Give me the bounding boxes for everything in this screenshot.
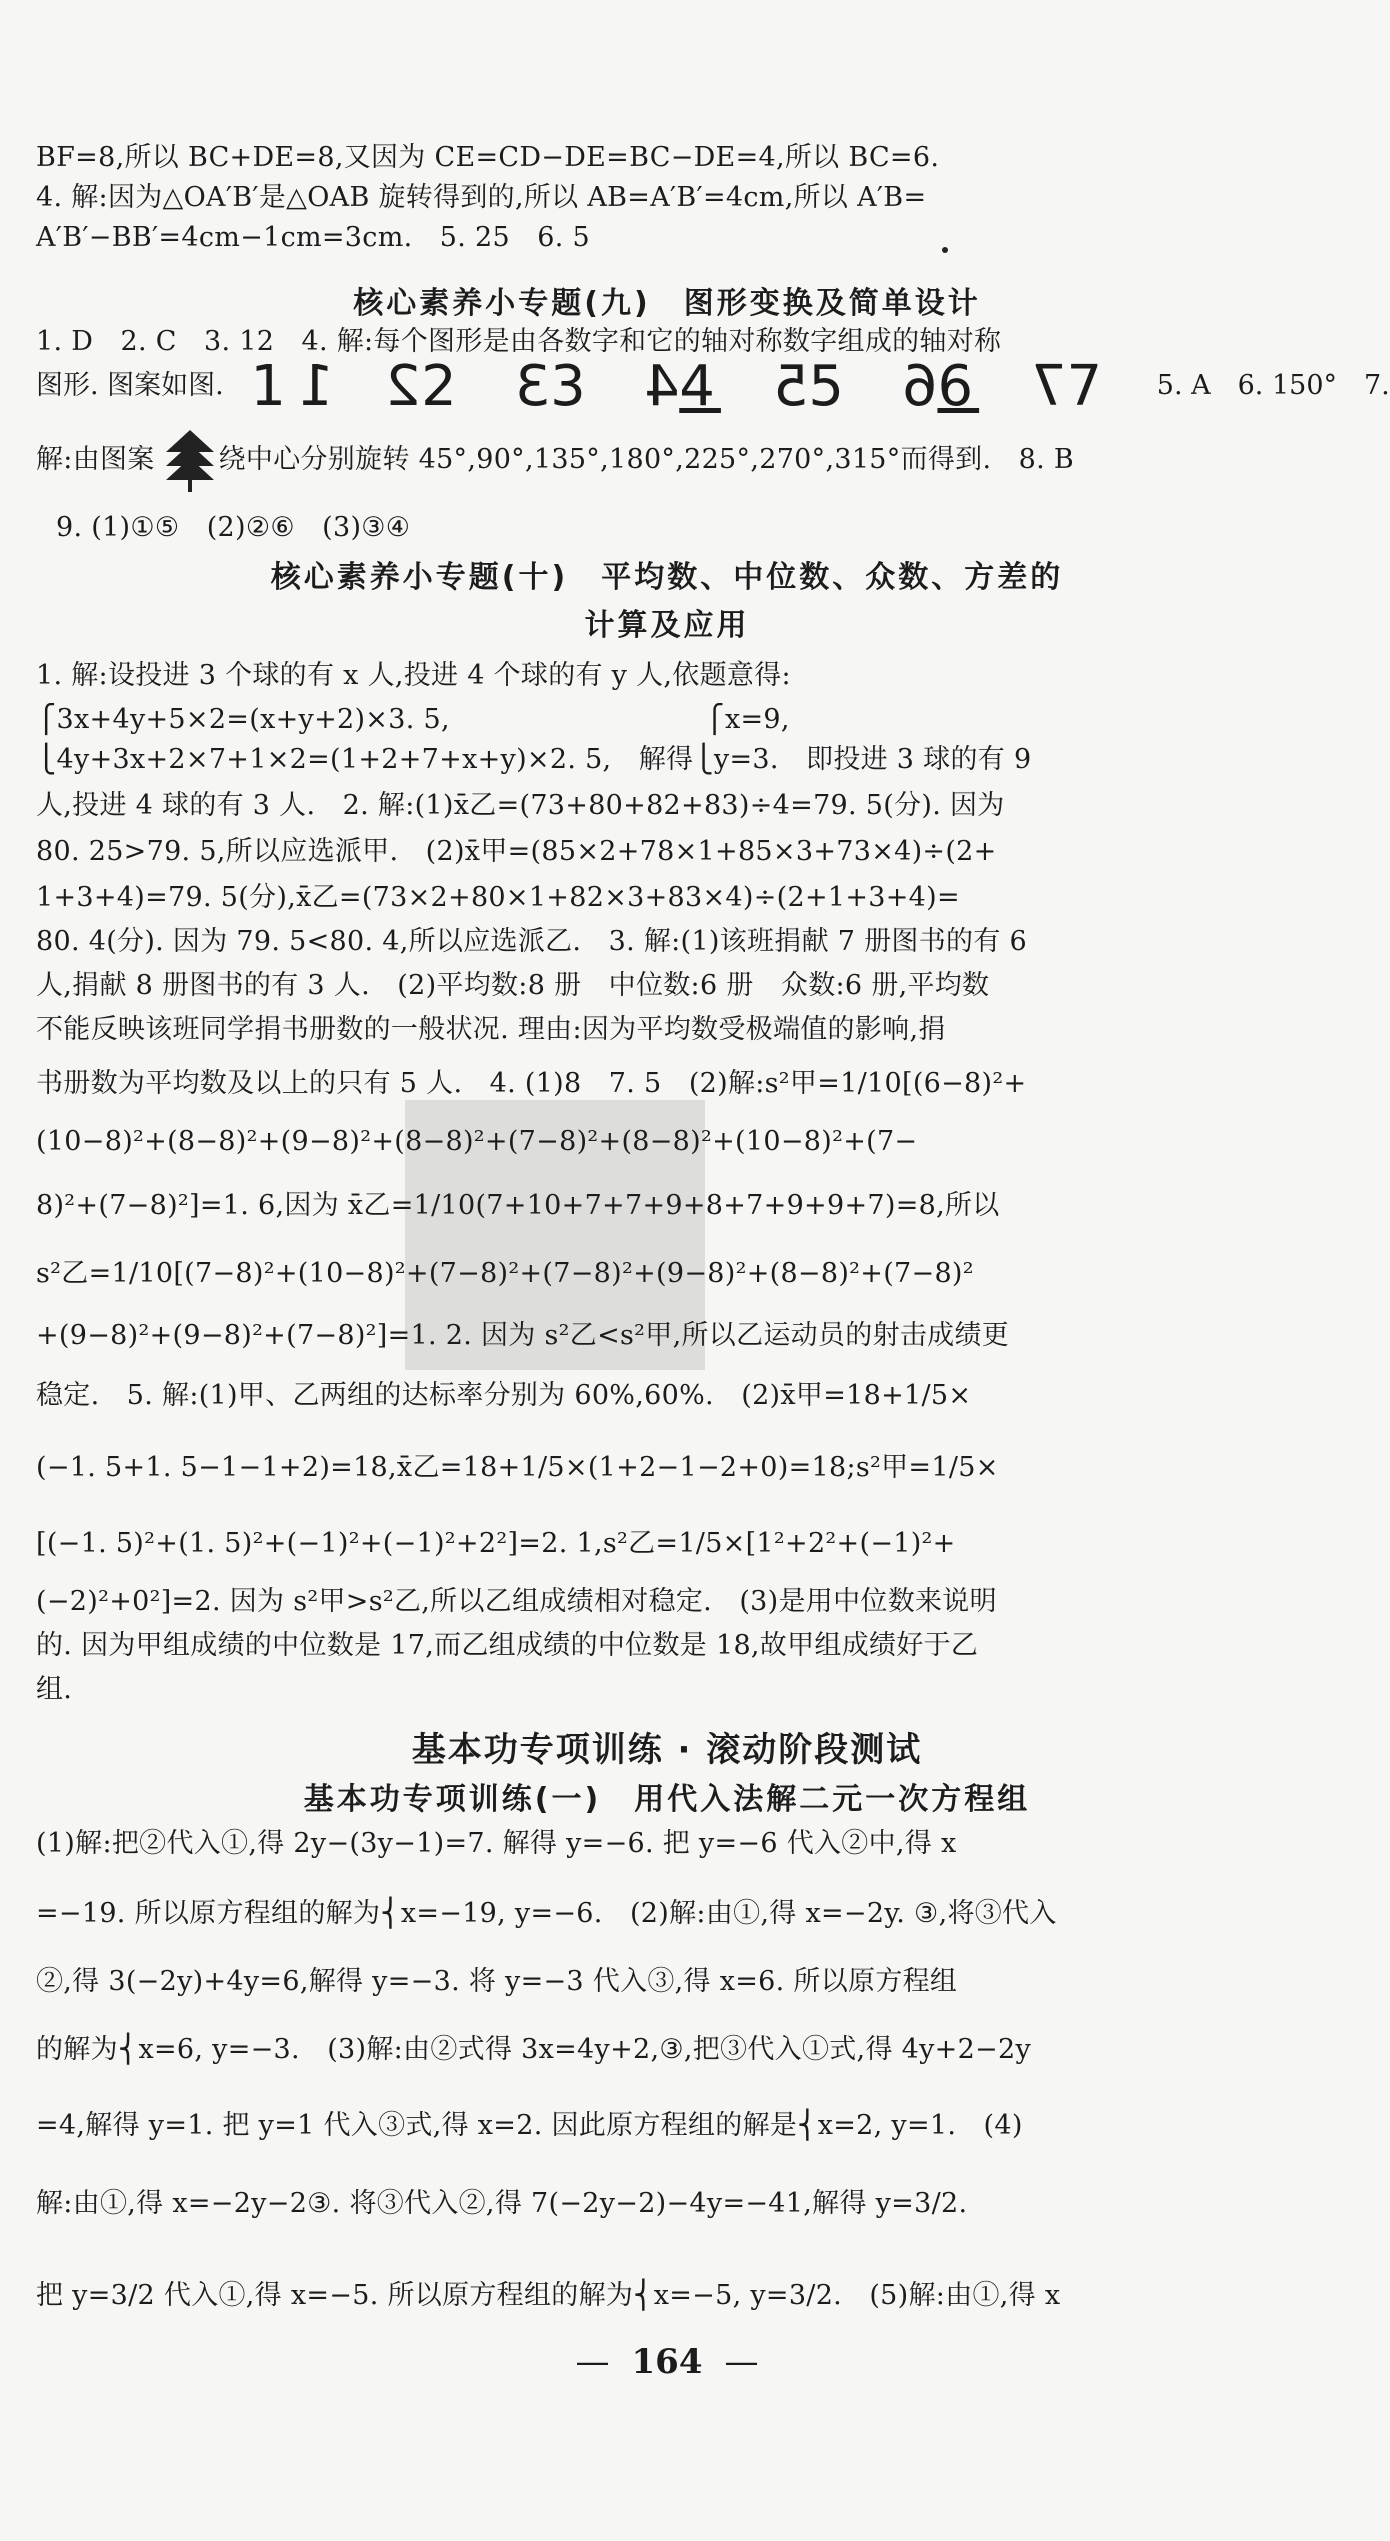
text-line: 的解为⎨x=6, y=−3. (3)解:由②式得 3x=4y+2,③,把③代入①式,得 4y+2−2y [36, 2034, 1032, 2065]
text-line: 4. 解:因为△OA′B′是△OAB 旋转得到的,所以 AB=A′B′=4cm,所以 A′B= [36, 182, 927, 213]
digit-glyph: 22 [379, 353, 463, 419]
text-line: (−1. 5+1. 5−1−1+2)=18,x̄乙=18+1/5×(1+2−1−2+0)=18;s²甲=1/5× [36, 1452, 999, 1483]
digit-glyph: 11 [250, 353, 334, 419]
text-fragment: 图形. 图案如图. [36, 370, 224, 401]
text-line: 人,投进 4 球的有 3 人. 2. 解:(1)x̄乙=(73+80+82+83)÷4=79. 5(分). 因为 [36, 790, 1005, 821]
digit-pattern [250, 353, 1130, 419]
text-line: 1+3+4)=79. 5(分),x̄乙=(73×2+80×1+82×3+83×4)÷(2+1+3+4)= [36, 882, 960, 913]
rotation-pattern-figure [162, 430, 218, 494]
text-line: 9. (1)①⑤ (2)②⑥ (3)③④ [56, 512, 411, 543]
text-line: 1. 解:设投进 3 个球的有 x 人,投进 4 个球的有 y 人,依题意得: [36, 660, 791, 691]
text-line: 80. 25>79. 5,所以应选派甲. (2)x̄甲=(85×2+78×1+85×3+73×4)÷(2+ [36, 836, 997, 867]
text-line: =−19. 所以原方程组的解为⎨x=−19, y=−6. (2)解:由①,得 x=−2y. ③,将③代入 [36, 1898, 1057, 1929]
section-heading-9: 核心素养小专题(九) 图形变换及简单设计 [353, 286, 981, 321]
text-line: 稳定. 5. 解:(1)甲、乙两组的达标率分别为 60%,60%. (2)x̄甲=18+1/5× [36, 1380, 972, 1411]
page-number-value: 164 [631, 2342, 703, 2382]
text-fragment: 5. A 6. 150° 7. [1156, 370, 1390, 401]
text-line: 8)²+(7−8)²]=1. 6,因为 x̄乙=1/10(7+10+7+7+9+8+7+9+9+7)=8,所以 [36, 1190, 1000, 1221]
text-line: 书册数为平均数及以上的只有 5 人. 4. (1)8 7. 5 (2)解:s²甲=1/10[(6−8)²+ [36, 1068, 1027, 1099]
text-line: s²乙=1/10[(7−8)²+(10−8)²+(7−8)²+(7−8)²+(9−8)²+(8−8)²+(7−8)² [36, 1258, 974, 1289]
page-number [0, 2342, 1334, 2382]
text-line: [(−1. 5)²+(1. 5)²+(−1)²+(−1)²+2²]=2. 1,s²乙=1/5×[1²+2²+(−1)²+ [36, 1528, 956, 1559]
digit-glyph: 66 [895, 353, 980, 419]
section-subheading-basic-1: 基本功专项训练(一) 用代入法解二元一次方程组 [303, 1782, 1031, 1817]
page-dash: — [575, 2342, 610, 2382]
text-line: (1)解:把②代入①,得 2y−(3y−1)=7. 解得 y=−6. 把 y=−6 代入②中,得 x [36, 1828, 957, 1859]
text-line: (10−8)²+(8−8)²+(9−8)²+(8−8)²+(7−8)²+(8−8)²+(10−8)²+(7− [36, 1126, 918, 1157]
text-line: 解:由①,得 x=−2y−2③. 将③代入②,得 7(−2y−2)−4y=−41,解得 y=3/2. [36, 2188, 968, 2219]
section-heading-10: 核心素养小专题(十) 平均数、中位数、众数、方差的 [270, 560, 1064, 595]
text-line: 把 y=3/2 代入①,得 x=−5. 所以原方程组的解为⎨x=−5, y=3/2. (5)解:由①,得 x [36, 2280, 1061, 2311]
text-line: BF=8,所以 BC+DE=8,又因为 CE=CD−DE=BC−DE=4,所以 BC=6. [36, 142, 940, 173]
text-line: +(9−8)²+(9−8)²+(7−8)²]=1. 2. 因为 s²乙<s²甲,所以乙运动员的射击成绩更 [36, 1320, 1010, 1351]
digit-glyph: 55 [766, 353, 850, 419]
pattern-row [36, 353, 1390, 419]
text-fragment: 解:由图案 [36, 444, 155, 475]
text-line: 1. D 2. C 3. 12 4. 解:每个图形是由各数字和它的轴对称数字组成的轴对称 [36, 326, 1002, 357]
ink-dot [942, 247, 948, 253]
text-line: (−2)²+0²]=2. 因为 s²甲>s²乙,所以乙组成绩相对稳定. (3)是用中位数来说明 [36, 1586, 997, 1617]
digit-glyph: 77 [1024, 353, 1109, 419]
text-fragment: 绕中心分别旋转 45°,90°,135°,180°,225°,270°,315°而得到. 8. B [218, 444, 1075, 475]
text-line: 不能反映该班同学捐书册数的一般状况. 理由:因为平均数受极端值的影响,捐 [36, 1014, 946, 1045]
text-line: ⎩4y+3x+2×7+1×2=(1+2+7+x+y)×2. 5, 解得⎩y=3. 即投进 3 球的有 9 [36, 744, 1032, 775]
text-line: ②,得 3(−2y)+4y=6,解得 y=−3. 将 y=−3 代入③,得 x=6. 所以原方程组 [36, 1966, 958, 1997]
digit-glyph: 33 [508, 353, 592, 419]
text-line: 组. [36, 1674, 73, 1705]
text-line: =4,解得 y=1. 把 y=1 代入③式,得 x=2. 因此原方程组的解是⎨x=2, y=1. (4) [36, 2110, 1023, 2141]
page-dash: — [724, 2342, 759, 2382]
text-line: A′B′−BB′=4cm−1cm=3cm. 5. 25 6. 5 [36, 222, 591, 253]
text-line: 的. 因为甲组成绩的中位数是 17,而乙组成绩的中位数是 18,故甲组成绩好于乙 [36, 1630, 979, 1661]
section-heading-basic: 基本功专项训练 · 滚动阶段测试 [411, 1730, 923, 1770]
text-line [36, 440, 1298, 480]
text-line: ⎧3x+4y+5×2=(x+y+2)×3. 5, ⎧x=9, [36, 704, 790, 735]
digit-glyph: 44 [637, 353, 721, 419]
text-line: 80. 4(分). 因为 79. 5<80. 4,所以应选派乙. 3. 解:(1)该班捐献 7 册图书的有 6 [36, 926, 1027, 957]
text-line: 人,捐献 8 册图书的有 3 人. (2)平均数:8 册 中位数:6 册 众数:6 册,平均数 [36, 970, 990, 1001]
section-heading-10-cont: 计算及应用 [584, 608, 750, 643]
